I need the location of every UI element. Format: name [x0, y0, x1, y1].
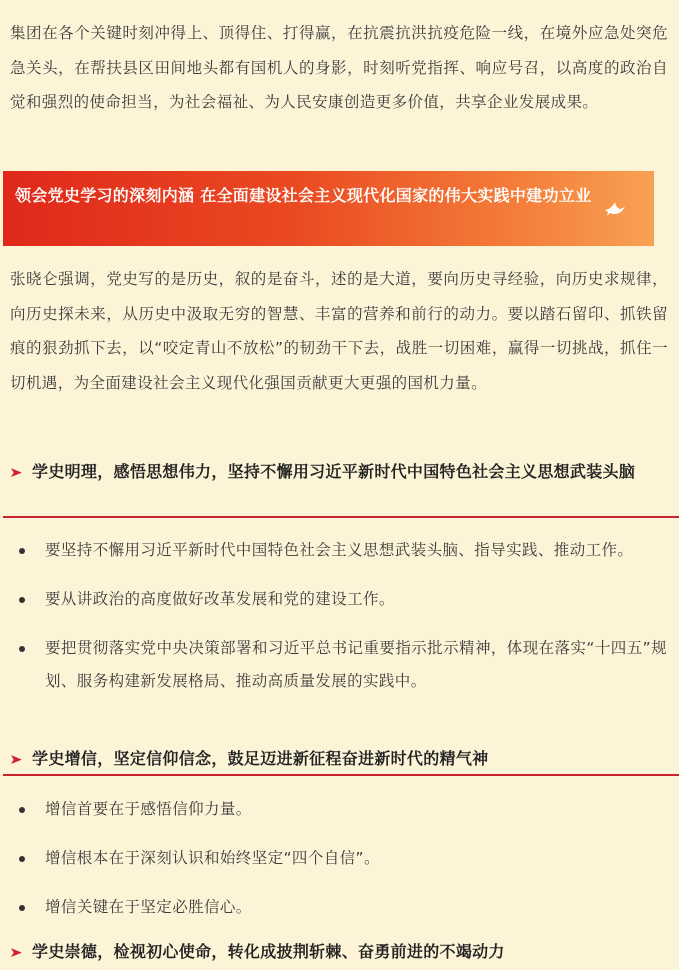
banner-title: 领会党史学习的深刻内涵 在全面建设社会主义现代化国家的伟大实践中建功立业: [15, 186, 592, 205]
list-item: [0, 632, 679, 698]
section-banner: [3, 171, 654, 246]
list-item: [0, 891, 679, 924]
section-heading-1: [10, 455, 672, 490]
list-item: [0, 583, 679, 616]
bullet-dot-icon: [19, 548, 25, 554]
bullet-dot-icon: [19, 905, 25, 911]
list-item-text: 增信关键在于坚定必胜信心。: [45, 898, 252, 916]
bullet-dot-icon: [19, 807, 25, 813]
section-heading-2: [10, 742, 672, 777]
section-heading-text: 学史增信，坚定信仰信念，鼓足迈进新征程奋进新时代的精气神: [32, 749, 489, 768]
bullet-list-1: [0, 534, 679, 698]
bullet-dot-icon: [19, 646, 25, 652]
list-item-text: 要把贯彻落实党中央决策部署和习近平总书记重要指示批示精神，体现在落实“十四五”规划、服务构建新发展格局、推动高质量发展的实践中。: [45, 639, 667, 690]
section-heading-3: [10, 935, 672, 970]
arrow-right-icon: ➤: [9, 465, 23, 481]
section-heading-text: 学史明理，感悟思想伟力，坚持不懈用习近平新时代中国特色社会主义思想武装头脑: [32, 462, 636, 481]
list-item-text: 要坚持不懈用习近平新时代中国特色社会主义思想武装头脑、指导实践、推动工作。: [45, 541, 634, 559]
list-item-text: 要从讲政治的高度做好改革发展和党的建设工作。: [45, 590, 395, 608]
body-paragraph: 张晓仑强调，党史写的是历史，叙的是奋斗，述的是大道，要向历史寻经验，向历史求规律，向历史探未来，从历史中汲取无穷的智慧、丰富的营养和前行的动力。要以踏石留印、抓铁留痕的狠劲抓下去，以“咬定青山不放松”的韧劲干下去，战胜一切困难，赢得一切挑战，抓住一切机遇，为全面建设社会主义现代化强国贡献更大更强的国机力量。: [10, 270, 668, 392]
list-item: [0, 842, 679, 875]
dove-icon: [604, 201, 626, 217]
section-divider: [3, 774, 679, 776]
list-item: [0, 793, 679, 826]
list-item: [0, 534, 679, 567]
bullet-dot-icon: [19, 856, 25, 862]
list-item-text: 增信根本在于深刻认识和始终坚定“四个自信”。: [45, 849, 380, 867]
bullet-list-2: [0, 793, 679, 940]
arrow-right-icon: ➤: [9, 945, 23, 961]
arrow-right-icon: ➤: [9, 752, 23, 768]
section-heading-text: 学史崇德，检视初心使命，转化成披荆斩棘、奋勇前进的不竭动力: [32, 942, 505, 961]
intro-paragraph: 集团在各个关键时刻冲得上、顶得住、打得赢，在抗震抗洪抗疫危险一线，在境外应急处突危急关头，在帮扶县区田间地头都有国机人的身影，时刻听党指挥、响应号召，以高度的政治自觉和强烈的使命担当，为社会福祉、为人民安康创造更多价值，共享企业发展成果。: [10, 24, 668, 111]
list-item-text: 增信首要在于感悟信仰力量。: [45, 800, 252, 818]
bullet-dot-icon: [19, 597, 25, 603]
section-divider: [3, 516, 679, 518]
